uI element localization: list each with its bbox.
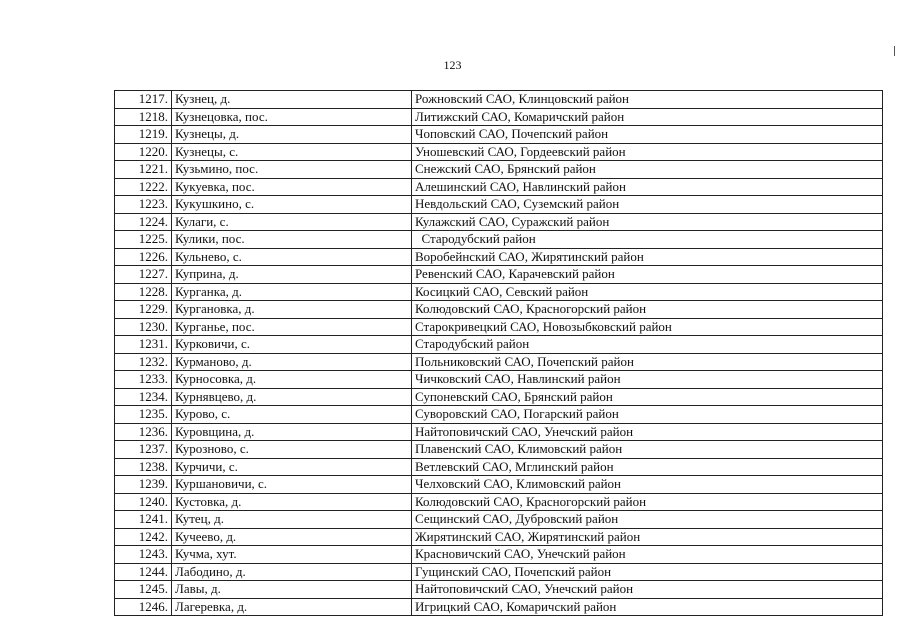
district-name: Супоневский САО, Брянский район	[412, 388, 883, 406]
scan-mark	[894, 46, 895, 56]
row-number: 1224.	[115, 213, 172, 231]
row-number: 1238.	[115, 458, 172, 476]
settlements-table	[114, 90, 883, 616]
settlement-name: Кукуевка, пос.	[172, 178, 412, 196]
settlement-name: Лабодино, д.	[172, 563, 412, 581]
row-number: 1221.	[115, 161, 172, 179]
table-row	[115, 528, 883, 546]
table-row	[115, 178, 883, 196]
table-row	[115, 458, 883, 476]
district-name: Игрицкий САО, Комаричский район	[412, 598, 883, 616]
settlement-name: Кучма, хут.	[172, 546, 412, 564]
district-name: Сещинский САО, Дубровский район	[412, 511, 883, 529]
district-name: Алешинский САО, Навлинский район	[412, 178, 883, 196]
district-name: Старокривецкий САО, Новозыбковский район	[412, 318, 883, 336]
district-name: Невдольский САО, Суземский район	[412, 196, 883, 214]
table-row	[115, 318, 883, 336]
district-name: Плавенский САО, Климовский район	[412, 441, 883, 459]
settlement-name: Курово, с.	[172, 406, 412, 424]
table-row	[115, 598, 883, 616]
district-name: Воробейнский САО, Жирятинский район	[412, 248, 883, 266]
settlement-name: Курозново, с.	[172, 441, 412, 459]
row-number: 1232.	[115, 353, 172, 371]
settlement-name: Куприна, д.	[172, 266, 412, 284]
settlement-name: Курносовка, д.	[172, 371, 412, 389]
row-number: 1229.	[115, 301, 172, 319]
district-name: Чоповский САО, Почепский район	[412, 126, 883, 144]
district-name: Ревенский САО, Карачевский район	[412, 266, 883, 284]
table-row	[115, 266, 883, 284]
settlement-name: Кузнецы, д.	[172, 126, 412, 144]
table-row	[115, 581, 883, 599]
table-row	[115, 161, 883, 179]
settlement-name: Кулаги, с.	[172, 213, 412, 231]
district-name: Польниковский САО, Почепский район	[412, 353, 883, 371]
row-number: 1223.	[115, 196, 172, 214]
table-row	[115, 388, 883, 406]
table-row	[115, 441, 883, 459]
row-number: 1235.	[115, 406, 172, 424]
row-number: 1241.	[115, 511, 172, 529]
table-row	[115, 371, 883, 389]
row-number: 1231.	[115, 336, 172, 354]
settlement-name: Курганка, д.	[172, 283, 412, 301]
district-name: Найтоповичский САО, Унечский район	[412, 581, 883, 599]
district-name: Ветлевский САО, Мглинский район	[412, 458, 883, 476]
settlements-table-body	[115, 91, 883, 616]
settlement-name: Кутец, д.	[172, 511, 412, 529]
table-row	[115, 91, 883, 109]
district-name: Косицкий САО, Севский район	[412, 283, 883, 301]
table-row	[115, 196, 883, 214]
row-number: 1239.	[115, 476, 172, 494]
table-row	[115, 143, 883, 161]
row-number: 1227.	[115, 266, 172, 284]
row-number: 1228.	[115, 283, 172, 301]
row-number: 1236.	[115, 423, 172, 441]
settlement-name: Лавы, д.	[172, 581, 412, 599]
settlement-name: Кузнецы, с.	[172, 143, 412, 161]
district-name: Рожновский САО, Клинцовский район	[412, 91, 883, 109]
settlement-name: Кулики, пос.	[172, 231, 412, 249]
district-name: Литижский САО, Комаричский район	[412, 108, 883, 126]
row-number: 1237.	[115, 441, 172, 459]
row-number: 1245.	[115, 581, 172, 599]
row-number: 1243.	[115, 546, 172, 564]
row-number: 1242.	[115, 528, 172, 546]
district-name: Челховский САО, Климовский район	[412, 476, 883, 494]
district-name: Найтоповичский САО, Унечский район	[412, 423, 883, 441]
row-number: 1219.	[115, 126, 172, 144]
table-row	[115, 301, 883, 319]
table-row	[115, 336, 883, 354]
district-name: Колюдовский САО, Красногорский район	[412, 301, 883, 319]
district-name: Колюдовский САО, Красногорский район	[412, 493, 883, 511]
table-row	[115, 231, 883, 249]
row-number: 1218.	[115, 108, 172, 126]
row-number: 1230.	[115, 318, 172, 336]
district-name: Красновичский САО, Унечский район	[412, 546, 883, 564]
settlement-name: Кузнец, д.	[172, 91, 412, 109]
page-number: 123	[443, 58, 462, 72]
row-number: 1222.	[115, 178, 172, 196]
table-row	[115, 493, 883, 511]
table-row	[115, 283, 883, 301]
district-name: Кулажский САО, Суражский район	[412, 213, 883, 231]
row-number: 1244.	[115, 563, 172, 581]
row-number: 1225.	[115, 231, 172, 249]
row-number: 1226.	[115, 248, 172, 266]
table-row	[115, 563, 883, 581]
table-row	[115, 126, 883, 144]
settlement-name: Кучеево, д.	[172, 528, 412, 546]
row-number: 1220.	[115, 143, 172, 161]
settlement-name: Кукушкино, с.	[172, 196, 412, 214]
settlement-name: Курковичи, с.	[172, 336, 412, 354]
district-name: Стародубский район	[412, 336, 883, 354]
settlement-name: Курманово, д.	[172, 353, 412, 371]
row-number: 1234.	[115, 388, 172, 406]
district-name: Снежский САО, Брянский район	[412, 161, 883, 179]
row-number: 1217.	[115, 91, 172, 109]
row-number: 1240.	[115, 493, 172, 511]
table-row	[115, 248, 883, 266]
settlement-name: Курганье, пос.	[172, 318, 412, 336]
table-row	[115, 546, 883, 564]
district-name: Суворовский САО, Погарский район	[412, 406, 883, 424]
settlement-name: Кустовка, д.	[172, 493, 412, 511]
settlement-name: Кульнево, с.	[172, 248, 412, 266]
district-name: Уношевский САО, Гордеевский район	[412, 143, 883, 161]
district-name: Гущинский САО, Почепский район	[412, 563, 883, 581]
table-row	[115, 423, 883, 441]
settlement-name: Курнявцево, д.	[172, 388, 412, 406]
settlement-name: Кургановка, д.	[172, 301, 412, 319]
district-name: Чичковский САО, Навлинский район	[412, 371, 883, 389]
settlement-name: Кузнецовка, пос.	[172, 108, 412, 126]
settlement-name: Кузьмино, пос.	[172, 161, 412, 179]
settlement-name: Куршановичи, с.	[172, 476, 412, 494]
settlement-name: Лагеревка, д.	[172, 598, 412, 616]
table-row	[115, 406, 883, 424]
table-row	[115, 353, 883, 371]
district-name: Жирятинский САО, Жирятинский район	[412, 528, 883, 546]
table-row	[115, 511, 883, 529]
row-number: 1246.	[115, 598, 172, 616]
district-name: Стародубский район	[412, 231, 883, 249]
table-row	[115, 213, 883, 231]
row-number: 1233.	[115, 371, 172, 389]
settlement-name: Курчичи, с.	[172, 458, 412, 476]
table-row	[115, 108, 883, 126]
settlement-name: Куровщина, д.	[172, 423, 412, 441]
table-row	[115, 476, 883, 494]
